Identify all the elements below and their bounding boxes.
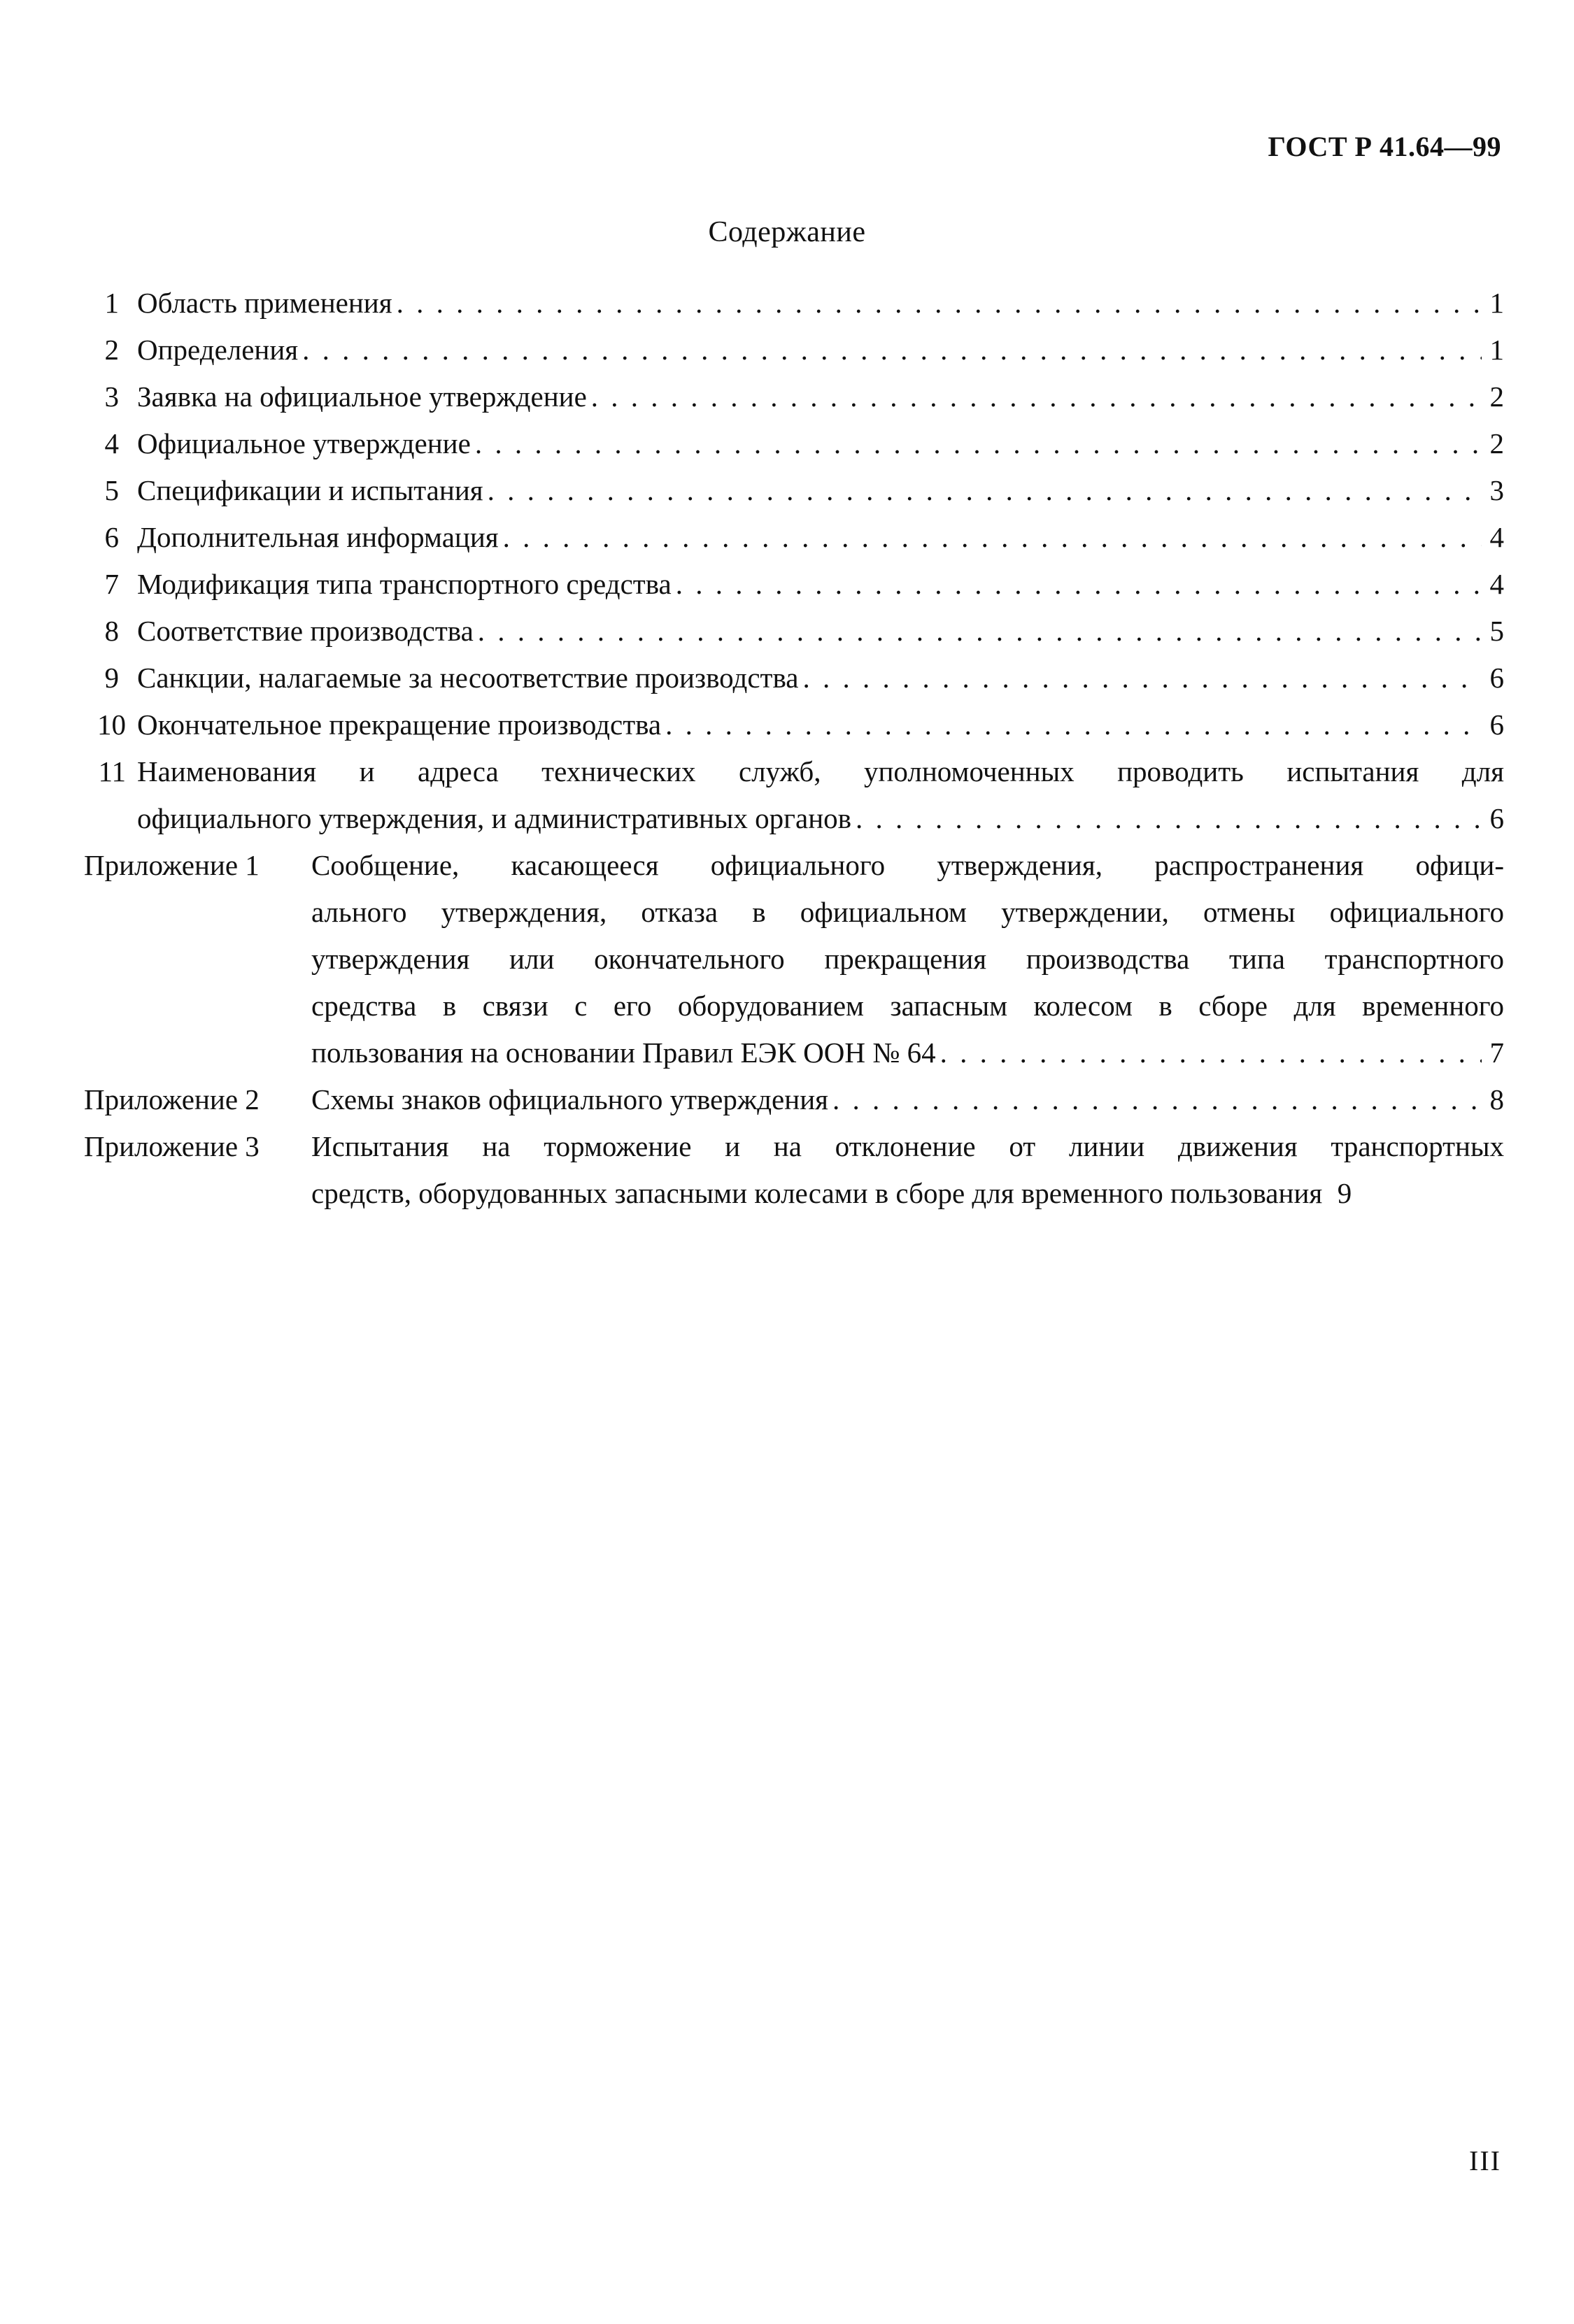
appendix-title-line: Сообщение, касающееся официального утверждения, распространения офици- <box>311 849 1504 881</box>
appendix-label: Приложение 2 <box>84 1083 260 1115</box>
leader-dots <box>397 280 1482 327</box>
page-title: Содержание <box>708 216 866 248</box>
toc-entry[interactable] <box>84 514 1504 561</box>
toc-entry[interactable] <box>84 655 1504 701</box>
toc-entry-label: Спецификации и испытания <box>137 474 483 506</box>
toc-entry-label: Дополнительная информация <box>137 521 499 553</box>
toc-appendix-1[interactable] <box>84 842 1504 889</box>
leader-dots <box>665 701 1482 748</box>
toc-entry-page: 1 <box>1489 334 1504 366</box>
toc-entry-number: 6 <box>104 521 119 553</box>
toc-appendix-2[interactable] <box>84 1076 1504 1123</box>
toc-entry-page: 1 <box>1489 287 1504 319</box>
toc-entry-number: 9 <box>104 662 119 694</box>
toc-entry[interactable] <box>84 561 1504 608</box>
leader-dots <box>832 1076 1482 1123</box>
toc-entry-label: Наименования и адреса технических служб, уполномоченных проводить испытания для <box>137 755 1504 787</box>
leader-dots <box>503 514 1482 561</box>
appendix-label: Приложение 1 <box>84 849 260 881</box>
toc-appendix-3-cont[interactable] <box>84 1170 1504 1217</box>
leader-dots <box>488 467 1482 514</box>
toc-entry-number: 10 <box>97 708 126 741</box>
toc-entry-number: 2 <box>104 334 119 366</box>
leader-dots <box>940 1029 1482 1076</box>
toc-entry-label: Область применения <box>137 287 392 319</box>
toc-entry[interactable] <box>84 280 1504 327</box>
appendix-title-line: Испытания на торможение и на отклонение от линии движения транспортных <box>311 1130 1504 1162</box>
leader-dots <box>856 795 1482 842</box>
toc-entry[interactable] <box>84 467 1504 514</box>
appendix-title-line: утверждения или окончательного прекращения производства типа транспортного <box>311 943 1504 975</box>
toc-entry-page: 8 <box>1489 1083 1504 1115</box>
toc-entry-page: 6 <box>1489 662 1504 694</box>
toc-entry-page: 3 <box>1489 474 1504 506</box>
leader-dots <box>676 561 1482 608</box>
leader-dots <box>302 327 1482 373</box>
toc-entry-label: Окончательное прекращение производства <box>137 708 662 741</box>
toc-entry-label: Определения <box>137 334 299 366</box>
toc-entry[interactable] <box>84 701 1504 748</box>
toc-entry-page: 9 <box>1337 1177 1352 1209</box>
toc-appendix-1-cont[interactable] <box>84 1029 1504 1076</box>
toc-entry-number: 8 <box>104 615 119 647</box>
toc-appendix-1-cont[interactable] <box>84 983 1504 1029</box>
toc-entry-page: 6 <box>1489 802 1504 834</box>
toc-entry[interactable] <box>84 327 1504 373</box>
toc-entry-number: 5 <box>104 474 119 506</box>
appendix-label: Приложение 3 <box>84 1130 260 1162</box>
toc-entry-page: 4 <box>1489 568 1504 600</box>
leader-dots <box>591 373 1482 420</box>
page-folio: III <box>1469 2145 1501 2176</box>
toc-appendix-1-cont[interactable] <box>84 936 1504 983</box>
toc-entry-section-11[interactable] <box>84 748 1504 795</box>
toc-entry-page: 2 <box>1489 427 1504 459</box>
appendix-title-line: средств, оборудованных запасными колесами в сборе для временного пользования <box>311 1177 1323 1209</box>
appendix-title-line: пользования на основании Правил ЕЭК ООН № 64 <box>311 1036 936 1069</box>
leader-dots <box>475 420 1482 467</box>
toc-entry-page: 5 <box>1489 615 1504 647</box>
toc-entry-label: Заявка на официальное утверждение <box>137 380 587 413</box>
toc-entry-number: 4 <box>104 427 119 459</box>
toc-entry-page: 6 <box>1489 708 1504 741</box>
toc-entry[interactable] <box>84 420 1504 467</box>
appendix-title-line: средства в связи с его оборудованием запасным колесом в сборе для временного <box>311 990 1504 1022</box>
toc-entry[interactable] <box>84 608 1504 655</box>
toc-entry-section-11-cont[interactable] <box>84 795 1504 842</box>
toc-entry-page: 7 <box>1489 1036 1504 1069</box>
toc-appendix-3[interactable] <box>84 1123 1504 1170</box>
toc-entry-label: Санкции, налагаемые за несоответствие производства <box>137 662 799 694</box>
toc-entry-label: Официальное утверждение <box>137 427 471 459</box>
document-code: ГОСТ Р 41.64—99 <box>1268 131 1501 162</box>
toc-entry-page: 4 <box>1489 521 1504 553</box>
appendix-title-line: Схемы знаков официального утверждения <box>311 1083 829 1115</box>
toc-entry-number: 11 <box>98 755 126 787</box>
toc-entry-label-cont: официального утверждения, и административных органов <box>137 802 851 834</box>
toc-entry-number: 3 <box>104 380 119 413</box>
table-of-contents <box>84 280 1504 1217</box>
leader-dots <box>802 655 1482 701</box>
appendix-title-line: ального утверждения, отказа в официальном утверждении, отмены официального <box>311 896 1504 928</box>
leader-dots <box>478 608 1482 655</box>
toc-entry-label: Модификация типа транспортного средства <box>137 568 672 600</box>
toc-entry[interactable] <box>84 373 1504 420</box>
toc-entry-number: 1 <box>104 287 119 319</box>
toc-appendix-1-cont[interactable] <box>84 889 1504 936</box>
toc-entry-label: Соответствие производства <box>137 615 474 647</box>
toc-entry-number: 7 <box>104 568 119 600</box>
toc-entry-page: 2 <box>1489 380 1504 413</box>
